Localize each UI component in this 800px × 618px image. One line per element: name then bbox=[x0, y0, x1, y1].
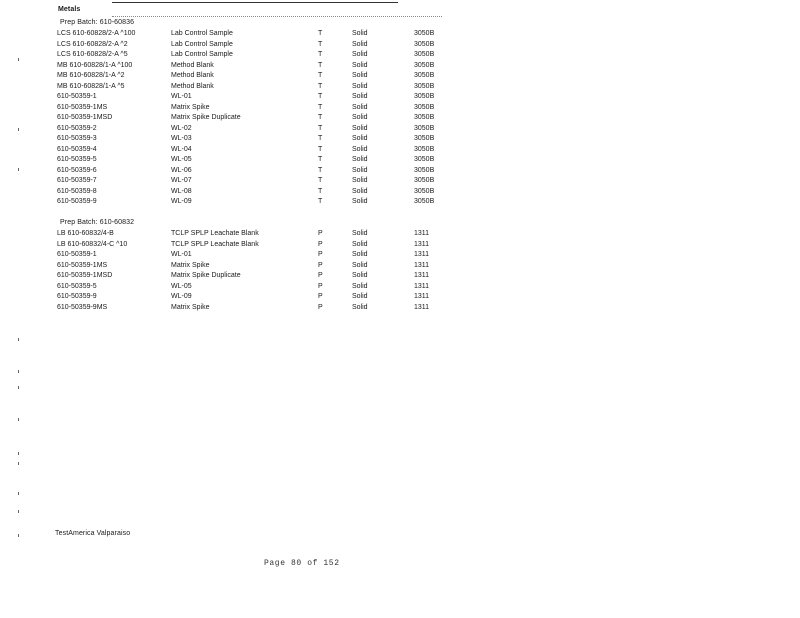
matrix: Solid bbox=[352, 261, 368, 269]
sample-id: 610-50359-7 bbox=[57, 177, 97, 184]
prep-type: P bbox=[318, 282, 323, 290]
client-sample-id: Method Blank bbox=[171, 82, 214, 90]
matrix: Solid bbox=[352, 72, 368, 79]
method: 3050B bbox=[414, 103, 435, 111]
matrix: Solid bbox=[352, 145, 368, 153]
client-sample-id: Lab Control Sample bbox=[171, 30, 233, 37]
sample-id: LCS 610-60828/2-A ^100 bbox=[57, 30, 136, 37]
client-sample-id: WL-09 bbox=[171, 293, 192, 300]
matrix: Solid bbox=[352, 166, 368, 174]
client-sample-id: WL-05 bbox=[171, 156, 192, 163]
method: 3050B bbox=[414, 61, 435, 69]
matrix: Solid bbox=[352, 187, 368, 195]
sample-id: 610-50359-1MS bbox=[57, 261, 108, 269]
method: 3050B bbox=[414, 72, 435, 79]
client-sample-id: Matrix Spike bbox=[171, 103, 210, 111]
sample-id: MB 610-60828/1-A ^5 bbox=[57, 82, 125, 90]
method: 3050B bbox=[414, 156, 435, 163]
client-sample-id: WL-08 bbox=[171, 187, 192, 195]
section-title: Metals bbox=[58, 6, 81, 13]
client-sample-id: Lab Control Sample bbox=[171, 40, 233, 48]
prep-type: P bbox=[318, 251, 323, 258]
sample-id: LB 610-60832/4-B bbox=[57, 230, 114, 237]
client-sample-id: WL-07 bbox=[171, 177, 192, 184]
sample-id: 610-50359-8 bbox=[57, 187, 97, 195]
page-number: Page 80 of 152 bbox=[264, 559, 340, 568]
margin-tick bbox=[18, 418, 19, 421]
matrix: Solid bbox=[352, 51, 368, 58]
matrix: Solid bbox=[352, 103, 368, 111]
sample-id: 610-50359-1 bbox=[57, 251, 97, 258]
matrix: Solid bbox=[352, 303, 368, 311]
method: 3050B bbox=[414, 177, 435, 184]
method: 1311 bbox=[414, 230, 430, 237]
matrix: Solid bbox=[352, 230, 368, 237]
prep-type: T bbox=[318, 166, 323, 174]
matrix: Solid bbox=[352, 282, 368, 290]
client-sample-id: Method Blank bbox=[171, 72, 214, 79]
prep-type: T bbox=[318, 135, 323, 142]
prep-type: T bbox=[318, 72, 323, 79]
margin-tick bbox=[18, 452, 19, 455]
prep-type: T bbox=[318, 51, 323, 58]
method: 3050B bbox=[414, 114, 435, 121]
matrix: Solid bbox=[352, 30, 368, 37]
prep-type: P bbox=[318, 303, 323, 311]
sample-id: 610-50359-9MS bbox=[57, 303, 108, 311]
method: 1311 bbox=[414, 293, 430, 300]
method: 1311 bbox=[414, 282, 430, 290]
margin-tick bbox=[18, 492, 19, 495]
prep-type: T bbox=[318, 30, 323, 37]
matrix: Solid bbox=[352, 82, 368, 90]
client-sample-id: Matrix Spike bbox=[171, 303, 210, 311]
method: 3050B bbox=[414, 145, 435, 153]
client-sample-id: WL-01 bbox=[171, 93, 192, 100]
client-sample-id: WL-03 bbox=[171, 135, 192, 142]
prep-type: T bbox=[318, 177, 323, 184]
top-rule bbox=[112, 2, 398, 3]
method: 3050B bbox=[414, 166, 435, 174]
method: 3050B bbox=[414, 30, 435, 37]
prep-type: P bbox=[318, 272, 323, 279]
sample-id: 610-50359-6 bbox=[57, 166, 97, 174]
margin-tick bbox=[18, 128, 19, 131]
client-sample-id: Matrix Spike bbox=[171, 261, 210, 269]
prep-type: T bbox=[318, 82, 323, 90]
sample-id: 610-50359-4 bbox=[57, 145, 97, 153]
matrix: Solid bbox=[352, 251, 368, 258]
sample-id: 610-50359-1MSD bbox=[57, 272, 113, 279]
matrix: Solid bbox=[352, 293, 368, 300]
matrix: Solid bbox=[352, 114, 368, 121]
method: 3050B bbox=[414, 187, 435, 195]
sample-id: LB 610-60832/4-C ^10 bbox=[57, 240, 128, 248]
prep-type: T bbox=[318, 61, 323, 69]
method: 1311 bbox=[414, 261, 430, 269]
client-sample-id: Matrix Spike Duplicate bbox=[171, 114, 241, 121]
prep-type: P bbox=[318, 230, 323, 237]
margin-tick bbox=[18, 462, 19, 465]
matrix: Solid bbox=[352, 40, 368, 48]
matrix: Solid bbox=[352, 61, 368, 69]
client-sample-id: WL-01 bbox=[171, 251, 192, 258]
prep-type: T bbox=[318, 93, 323, 100]
prep-type: P bbox=[318, 293, 323, 300]
sample-id: MB 610-60828/1-A ^100 bbox=[57, 61, 133, 69]
client-sample-id: Method Blank bbox=[171, 61, 214, 69]
prep-type: P bbox=[318, 261, 323, 269]
client-sample-id: WL-02 bbox=[171, 124, 192, 132]
matrix: Solid bbox=[352, 198, 368, 205]
matrix: Solid bbox=[352, 156, 368, 163]
method: 3050B bbox=[414, 51, 435, 58]
sample-id: LCS 610-60828/2-A ^2 bbox=[57, 40, 128, 48]
method: 3050B bbox=[414, 198, 435, 205]
matrix: Solid bbox=[352, 240, 368, 248]
margin-tick bbox=[18, 386, 19, 389]
prep-type: T bbox=[318, 156, 323, 163]
client-sample-id: WL-05 bbox=[171, 282, 192, 290]
method: 3050B bbox=[414, 135, 435, 142]
matrix: Solid bbox=[352, 272, 368, 279]
prep-type: T bbox=[318, 103, 323, 111]
client-sample-id: Lab Control Sample bbox=[171, 51, 233, 58]
prep-type: T bbox=[318, 40, 323, 48]
sample-id: 610-50359-2 bbox=[57, 124, 97, 132]
prep-batch-label: Prep Batch: 610-60836 bbox=[60, 19, 135, 26]
sample-id: MB 610-60828/1-A ^2 bbox=[57, 72, 125, 79]
method: 1311 bbox=[414, 272, 430, 279]
lab-name-footer: TestAmerica Valparaiso bbox=[55, 530, 131, 537]
client-sample-id: WL-09 bbox=[171, 198, 192, 205]
matrix: Solid bbox=[352, 124, 368, 132]
prep-type: T bbox=[318, 198, 323, 205]
margin-tick bbox=[18, 534, 19, 537]
method: 3050B bbox=[414, 40, 435, 48]
matrix: Solid bbox=[352, 135, 368, 142]
client-sample-id: WL-04 bbox=[171, 145, 192, 153]
method: 1311 bbox=[414, 240, 430, 248]
client-sample-id: WL-06 bbox=[171, 166, 192, 174]
sample-id: 610-50359-1 bbox=[57, 93, 97, 100]
margin-tick bbox=[18, 510, 19, 513]
sample-id: 610-50359-1MS bbox=[57, 103, 108, 111]
prep-type: P bbox=[318, 240, 323, 248]
matrix: Solid bbox=[352, 93, 368, 100]
margin-tick bbox=[18, 168, 19, 171]
margin-tick bbox=[18, 58, 19, 61]
sample-id: 610-50359-9 bbox=[57, 293, 97, 300]
method: 3050B bbox=[414, 93, 435, 100]
method: 1311 bbox=[414, 251, 430, 258]
prep-type: T bbox=[318, 114, 323, 121]
method: 3050B bbox=[414, 82, 435, 90]
sample-id: 610-50359-1MSD bbox=[57, 114, 113, 121]
sample-id: LCS 610-60828/2-A ^5 bbox=[57, 51, 128, 58]
prep-type: T bbox=[318, 124, 323, 132]
matrix: Solid bbox=[352, 177, 368, 184]
sample-id: 610-50359-3 bbox=[57, 135, 97, 142]
client-sample-id: Matrix Spike Duplicate bbox=[171, 272, 241, 279]
prep-type: T bbox=[318, 187, 323, 195]
dotted-separator bbox=[112, 16, 442, 17]
margin-tick bbox=[18, 370, 19, 373]
sample-id: 610-50359-9 bbox=[57, 198, 97, 205]
method: 1311 bbox=[414, 303, 430, 311]
prep-batch-label: Prep Batch: 610-60832 bbox=[60, 219, 135, 226]
prep-type: T bbox=[318, 145, 323, 153]
client-sample-id: TCLP SPLP Leachate Blank bbox=[171, 230, 259, 237]
sample-id: 610-50359-5 bbox=[57, 282, 97, 290]
client-sample-id: TCLP SPLP Leachate Blank bbox=[171, 240, 259, 248]
method: 3050B bbox=[414, 124, 435, 132]
margin-tick bbox=[18, 338, 19, 341]
sample-id: 610-50359-5 bbox=[57, 156, 97, 163]
